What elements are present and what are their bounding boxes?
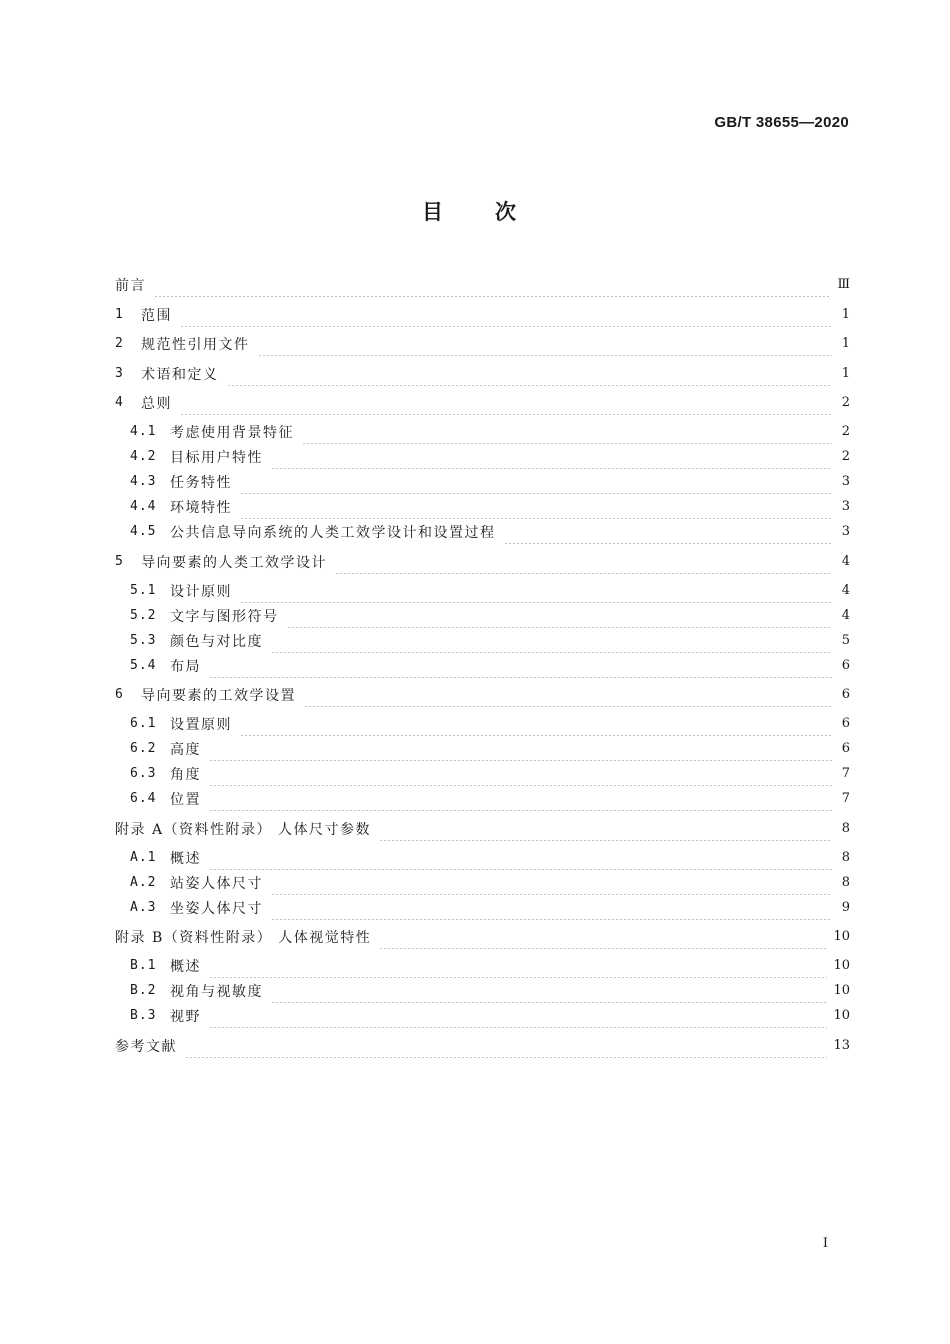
toc-entry[interactable] [130, 953, 850, 978]
toc-entry-label: 概述 [170, 850, 201, 867]
toc-entry-page: 3 [841, 524, 850, 539]
toc-entry-page: 1 [841, 336, 850, 351]
toc-entry-label: 站姿人体尺寸 [170, 875, 263, 892]
toc-entry-label: 位置 [170, 791, 201, 808]
toc-entry-label: 坐姿人体尺寸 [170, 900, 263, 917]
toc-leader-dots [379, 924, 827, 949]
toc-entry-label: 导向要素的人类工效学设计 [141, 554, 327, 571]
toc-entry-number: A.1 [130, 850, 157, 865]
toc-entry-label: 前言 [115, 277, 146, 294]
toc-leader-dots [271, 870, 832, 895]
toc-entry-number: 2 [115, 336, 124, 351]
toc-leader-dots [240, 494, 832, 519]
toc-entry[interactable] [130, 494, 850, 519]
toc-entry-label: 角度 [170, 766, 201, 783]
toc-entry-label: 范围 [141, 307, 172, 324]
toc-entry-label: 概述 [170, 958, 201, 975]
toc-entry-number: 6.2 [130, 741, 157, 756]
toc-entry-number: 5.4 [130, 658, 157, 673]
toc-entry-number: 4.2 [130, 449, 157, 464]
toc-entry-label: 公共信息导向系统的人类工效学设计和设置过程 [170, 524, 496, 541]
toc-entry-label: 视角与视敏度 [170, 983, 263, 1000]
toc-entry-label: 术语和定义 [141, 366, 219, 383]
toc-entry-page: 10 [833, 958, 850, 973]
toc-entry-number: 6 [115, 687, 124, 702]
toc-leader-dots [209, 653, 832, 678]
toc-entry[interactable] [130, 628, 850, 653]
toc-entry[interactable] [115, 816, 850, 841]
toc-entry-number: 5 [115, 554, 124, 569]
toc-leader-dots [304, 682, 832, 707]
toc-entry[interactable] [130, 519, 850, 544]
toc-entry[interactable] [130, 578, 850, 603]
toc-entry[interactable] [130, 978, 850, 1003]
toc-leader-dots [302, 419, 832, 444]
toc-leader-dots [240, 469, 832, 494]
toc-entry[interactable] [115, 272, 850, 297]
toc-entry[interactable] [130, 895, 850, 920]
toc-leader-dots [180, 390, 832, 415]
toc-leader-dots [227, 361, 833, 386]
toc-entry-label: 环境特性 [170, 499, 232, 516]
toc-entry-number: B.3 [130, 1008, 157, 1023]
toc-leader-dots [185, 1033, 827, 1058]
toc-leader-dots [209, 845, 832, 870]
toc-entry-page: 13 [833, 1038, 850, 1053]
toc-leader-dots [271, 978, 827, 1003]
toc-entry-page: 1 [841, 366, 850, 381]
toc-entry-number: 4.5 [130, 524, 157, 539]
page-number: I [822, 1236, 828, 1251]
toc-leader-dots [271, 628, 832, 653]
toc-entry[interactable] [115, 549, 850, 574]
toc-entry[interactable] [115, 331, 850, 356]
toc-entry-page: 9 [841, 900, 850, 915]
toc-leader-dots [335, 549, 832, 574]
toc-entry-number: 4.1 [130, 424, 157, 439]
toc-entry-page: 10 [833, 1008, 850, 1023]
toc-entry[interactable] [115, 924, 850, 949]
toc-leader-dots [154, 272, 831, 297]
toc-entry-page: 4 [841, 583, 850, 598]
toc-entry-page: 6 [841, 658, 850, 673]
toc-entry[interactable] [130, 845, 850, 870]
toc-entry-label: 颜色与对比度 [170, 633, 263, 650]
toc-entry-label: 附录 A（资料性附录） 人体尺寸参数 [115, 821, 372, 838]
toc-entry-number: 4.3 [130, 474, 157, 489]
toc-entry-page: 8 [841, 850, 850, 865]
toc-entry-label: 规范性引用文件 [141, 336, 250, 353]
toc-entry-number: 5.3 [130, 633, 157, 648]
toc-leader-dots [209, 761, 832, 786]
toc-entry-number: 4.4 [130, 499, 157, 514]
toc-entry-number: 1 [115, 307, 124, 322]
toc-entry-label: 导向要素的工效学设置 [141, 687, 296, 704]
toc-leader-dots [504, 519, 833, 544]
toc-entry[interactable] [115, 302, 850, 327]
toc-entry-page: 3 [841, 474, 850, 489]
toc-entry[interactable] [115, 361, 850, 386]
toc-entry-label: 任务特性 [170, 474, 232, 491]
toc-entry[interactable] [130, 761, 850, 786]
toc-leader-dots [271, 895, 832, 920]
toc-entry-page: 2 [841, 449, 850, 464]
toc-entry-label: 考虑使用背景特征 [170, 424, 294, 441]
toc-entry-label: 布局 [170, 658, 201, 675]
toc-leader-dots [209, 953, 827, 978]
toc-leader-dots [209, 1003, 827, 1028]
toc-entry-page: 4 [841, 554, 850, 569]
toc-entry[interactable] [115, 1033, 850, 1058]
toc-entry-number: 5.2 [130, 608, 157, 623]
toc-entry-page: 6 [841, 741, 850, 756]
toc-entry-page: 8 [841, 821, 850, 836]
toc-leader-dots [258, 331, 833, 356]
toc-entry-label: 设计原则 [170, 583, 232, 600]
toc-entry-page: 2 [841, 395, 850, 410]
toc-entry-label: 参考文献 [115, 1038, 177, 1055]
toc-entry-label: 高度 [170, 741, 201, 758]
toc-entry-page: 6 [841, 687, 850, 702]
toc-entry-label: 文字与图形符号 [170, 608, 279, 625]
toc-leader-dots [240, 578, 832, 603]
toc-entry-page: 7 [841, 766, 850, 781]
toc-entry-page: 3 [841, 499, 850, 514]
toc-entry-page: 10 [833, 983, 850, 998]
toc-entry-number: 6.1 [130, 716, 157, 731]
toc-entry-page: 7 [841, 791, 850, 806]
toc-entry-label: 设置原则 [170, 716, 232, 733]
toc-entry-label: 视野 [170, 1008, 201, 1025]
toc-entry-label: 附录 B（资料性附录） 人体视觉特性 [115, 929, 372, 946]
toc-leader-dots [209, 786, 832, 811]
toc-entry-page: 10 [833, 929, 850, 944]
toc-entry-page: 4 [841, 608, 850, 623]
toc-entry-number: 5.1 [130, 583, 157, 598]
toc-entry-number: B.2 [130, 983, 157, 998]
toc-entry[interactable] [130, 870, 850, 895]
toc-entry-page: 5 [841, 633, 850, 648]
toc-entry-page: 8 [841, 875, 850, 890]
toc-entry[interactable] [130, 786, 850, 811]
toc-leader-dots [271, 444, 832, 469]
toc-entry[interactable] [130, 469, 850, 494]
toc-entry[interactable] [115, 682, 850, 707]
page-title: 目次 [422, 200, 568, 224]
toc-entry-page: 1 [841, 307, 850, 322]
toc-leader-dots [379, 816, 832, 841]
toc-leader-dots [240, 711, 832, 736]
toc-leader-dots [209, 736, 832, 761]
toc-entry-number: B.1 [130, 958, 157, 973]
toc-entry[interactable] [130, 653, 850, 678]
toc-entry-label: 目标用户特性 [170, 449, 263, 466]
standard-number: GB/T 38655—2020 [714, 114, 849, 131]
toc-leader-dots [180, 302, 832, 327]
toc-entry-label: 总则 [141, 395, 172, 412]
toc-entry[interactable] [130, 711, 850, 736]
toc-entry-number: A.2 [130, 875, 157, 890]
toc-entry-page: 6 [841, 716, 850, 731]
toc-entry-number: A.3 [130, 900, 157, 915]
toc-entry[interactable] [130, 1003, 850, 1028]
toc-entry-number: 3 [115, 366, 124, 381]
toc-entry[interactable] [130, 444, 850, 469]
toc-entry-number: 6.4 [130, 791, 157, 806]
toc-entry-number: 4 [115, 395, 124, 410]
toc-entry[interactable] [130, 603, 850, 628]
toc-entry-page: Ⅲ [837, 277, 850, 292]
toc-entry[interactable] [115, 390, 850, 415]
toc-leader-dots [287, 603, 833, 628]
toc-entry[interactable] [130, 419, 850, 444]
toc-entry-number: 6.3 [130, 766, 157, 781]
toc-entry-page: 2 [841, 424, 850, 439]
toc-entry[interactable] [130, 736, 850, 761]
